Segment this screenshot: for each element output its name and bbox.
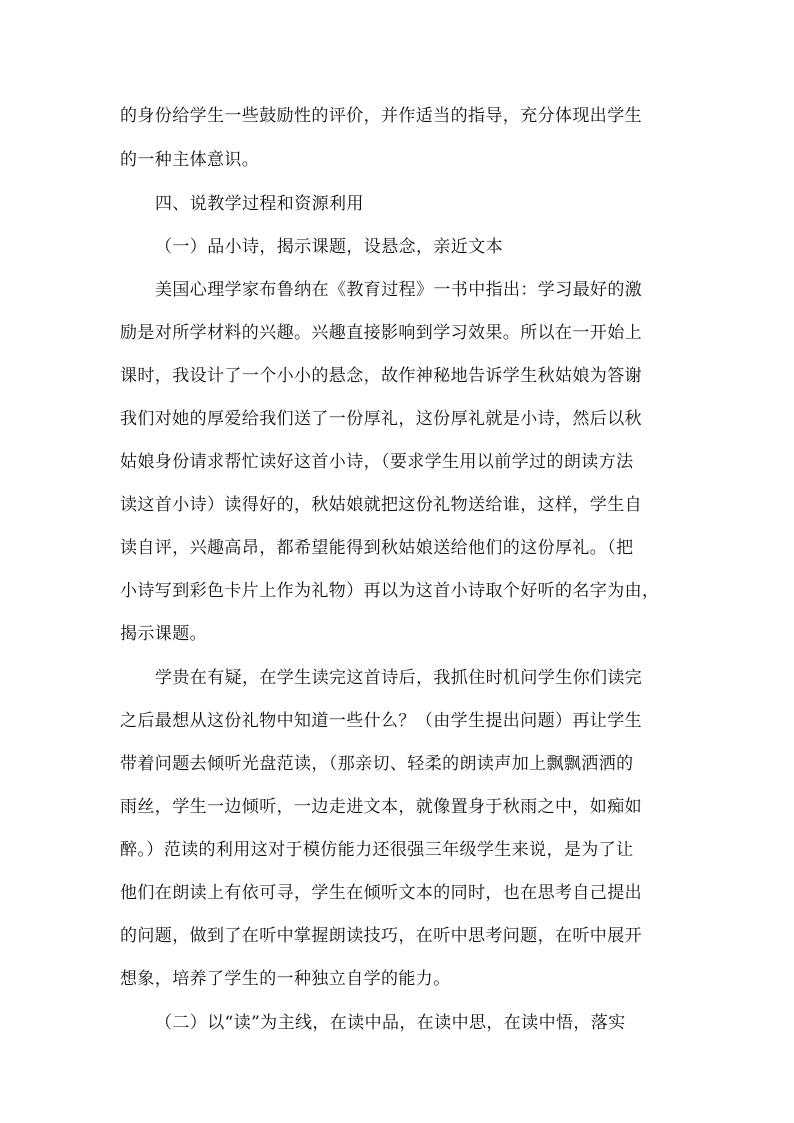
text-line-2: 的一种主体意识。 — [120, 150, 260, 170]
section-heading-4: 四、说教学过程和资源利用 — [155, 194, 364, 214]
text-line-9: 姑娘身份请求帮忙读好这首小诗，（要求学生用以前学过的朗读方法 — [120, 452, 634, 472]
text-line-13: 揭示课题。 — [120, 624, 207, 644]
text-line-6: 励是对所学材料的兴趣。兴趣直接影响到学习效果。所以在一开始上 — [120, 323, 642, 343]
text-line-19: 他们在朗读上有依可寻，学生在倾听文本的同时，也在思考自己提出 — [120, 883, 642, 903]
text-line-21: 想象，培养了学生的一种独立自学的能力。 — [120, 969, 451, 989]
text-line-18: 醉。）范读的利用这对于模仿能力还很强三年级学生来说，是为了让 — [120, 840, 634, 860]
text-line-14: 学贵在有疑，在学生读完这首诗后，我抓住时机问学生你们读完 — [155, 668, 643, 688]
subsection-heading-1: （一）品小诗，揭示课题，设悬念，亲近文本 — [155, 237, 503, 257]
text-line-12: 小诗写到彩色卡片上作为礼物）再以为这首小诗取个好听的名字为由， — [120, 581, 660, 601]
text-line-8: 我们对她的厚爱给我们送了一份厚礼，这份厚礼就是小诗，然后以秋 — [120, 409, 642, 429]
text-line-16: 带着问题去倾听光盘范读，（那亲切、轻柔的朗读声加上飘飘洒洒的 — [120, 754, 634, 774]
text-line-15: 之后最想从这份礼物中知道一些什么？（由学生提出问题）再让学生 — [120, 711, 642, 731]
text-line-5: 美国心理学家布鲁纳在《教育过程》一书中指出：学习最好的激 — [155, 280, 643, 300]
subsection-heading-2: （二）以“读”为主线，在读中品，在读中思，在读中悟，落实 — [155, 1013, 626, 1033]
text-line-10: 读这首小诗）读得好的，秋姑娘就把这份礼物送给谁，这样，学生自 — [120, 495, 642, 515]
text-line-7: 课时，我设计了一个小小的悬念，故作神秘地告诉学生秋姑娘为答谢 — [120, 366, 642, 386]
text-line-17: 雨丝，学生一边倾听，一边走进文本，就像置身于秋雨之中，如痴如 — [120, 797, 642, 817]
text-line-20: 的问题，做到了在听中掌握朗读技巧，在听中思考问题，在听中展开 — [120, 926, 642, 946]
text-line-11: 读自评，兴趣高昂，都希望能得到秋姑娘送给他们的这份厚礼。（把 — [120, 538, 634, 558]
text-line-1: 的身份给学生一些鼓励性的评价，并作适当的指导，充分体现出学生 — [120, 106, 642, 126]
